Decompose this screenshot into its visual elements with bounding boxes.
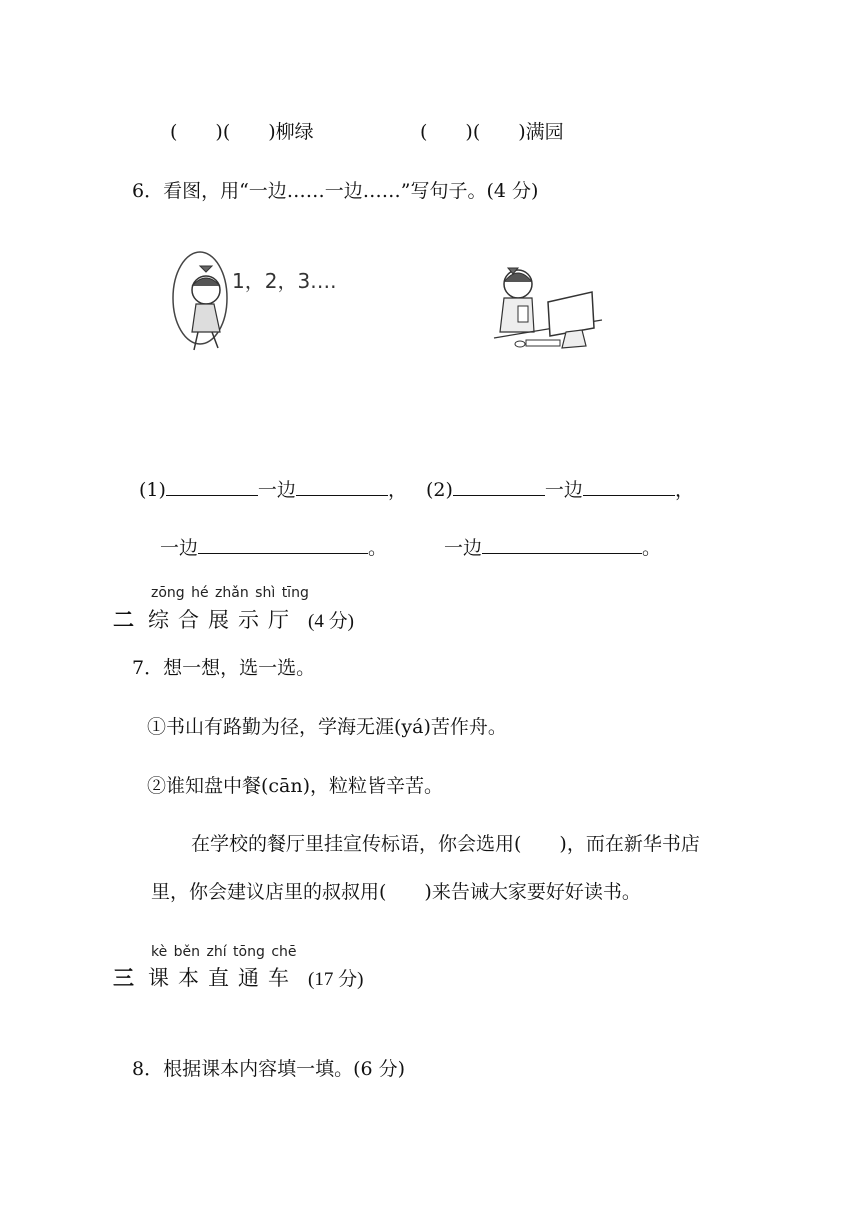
section-2-score: (4 分) <box>308 611 354 632</box>
fill-phrase-manyuan: ( )( )满园 <box>420 121 564 143</box>
question-7-paragraph-line-2: 里，你会建议店里的叔叔用( )来告诫大家要好好读书。 <box>151 881 641 903</box>
answer-line-4: 一边 。 <box>444 537 662 559</box>
question-7-prompt: 7．想一想，选一选。 <box>132 657 316 679</box>
section-3-score: (17 分) <box>308 969 364 990</box>
question-6-prompt: 6．看图，用“一边……一边……”写句子。(4 分) <box>132 180 539 202</box>
girl-jumping-rope-illustration <box>160 250 337 360</box>
question-8-prompt: 8．根据课本内容填一填。(6 分) <box>132 1058 406 1080</box>
section-3-heading: 三 课本直通车 (17 分) <box>113 966 364 990</box>
answer-line-1: (1) 一边 ， <box>139 479 407 501</box>
section-3-title: 课本直通车 <box>148 966 298 990</box>
blank-3[interactable] <box>198 535 368 554</box>
option-2: ②谁知盘中餐(cān)，粒粒皆辛苦。 <box>147 775 444 797</box>
blank-2b[interactable] <box>583 477 675 496</box>
section-2-pinyin: zōng hé zhǎn shì tīng <box>151 585 309 601</box>
option-1: ①书山有路勤为径，学海无涯(yá)苦作舟。 <box>147 716 507 738</box>
section-2-heading: 二 综合展示厅 (4 分) <box>113 608 354 632</box>
section-2-title: 综合展示厅 <box>148 608 298 632</box>
question-7-paragraph-line-1: 在学校的餐厅里挂宣传标语，你会选用( )，而在新华书店 <box>191 833 700 855</box>
girl-at-computer-illustration <box>490 262 610 354</box>
section-3-pinyin: kè běn zhí tōng chē <box>151 944 297 960</box>
counting-text: 1，2，3…. <box>232 269 337 293</box>
answer-line-2: (2) 一边 ， <box>426 479 694 501</box>
blank-2a[interactable] <box>453 477 545 496</box>
blank-1b[interactable] <box>296 477 388 496</box>
fill-phrase-liulv: ( )( )柳绿 <box>170 121 314 143</box>
answer-line-3: 一边 。 <box>160 537 388 559</box>
blank-1a[interactable] <box>166 477 258 496</box>
blank-4[interactable] <box>482 535 642 554</box>
